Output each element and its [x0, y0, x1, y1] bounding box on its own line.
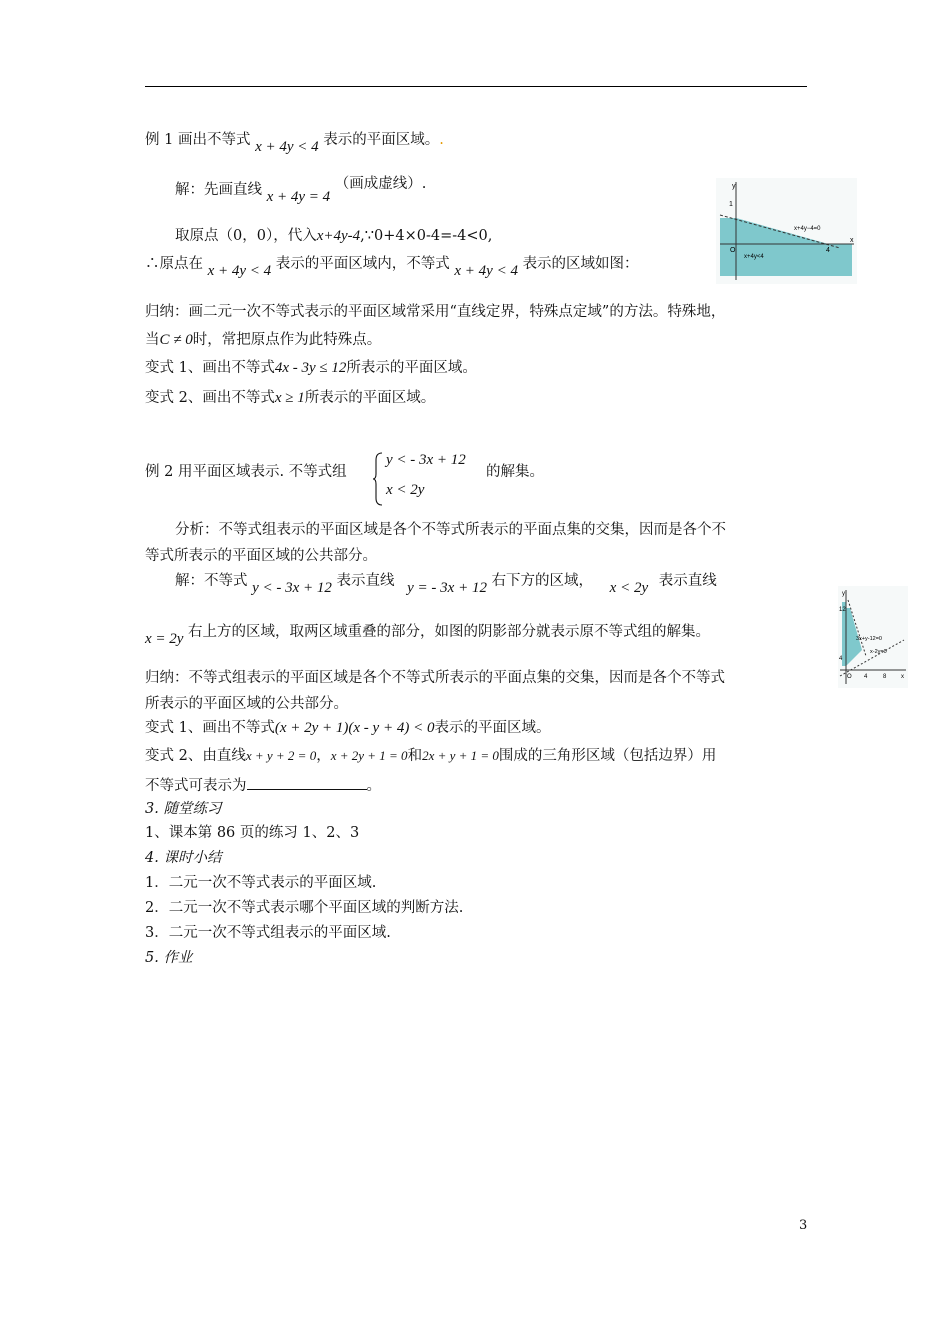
variant-text: 变式 1、画出不等式 [145, 720, 275, 736]
inequality: x < 2y [609, 580, 649, 596]
example2-variant2-line2 [145, 775, 381, 796]
solution-text: 表示的区域如图： [522, 256, 639, 272]
example1-title [145, 130, 444, 155]
solution-text: 取原点（0，0），代入 [175, 228, 317, 244]
line-equation: x + y + 2 = 0 [245, 748, 317, 763]
page-number: 3 [799, 1218, 808, 1233]
section3-heading: 3. 随堂练习 [145, 801, 222, 817]
solution-note: （画成虚线）. [334, 176, 427, 192]
line-equation: x + 2y + 1 = 0 [330, 748, 408, 763]
answer-blank[interactable] [247, 775, 367, 790]
solution-text: 表示直线 [336, 573, 395, 589]
figure2-origin: O [847, 674, 852, 680]
example1-variant2 [145, 388, 435, 408]
example1-solution-line3 [145, 254, 639, 279]
summary-text: 当 [145, 332, 160, 348]
figure1-line-label: x+4y−4=0 [794, 226, 821, 232]
inequality: x + 4y < 4 [454, 263, 518, 279]
inequality-system [372, 452, 492, 506]
inequality: x + 4y < 4 [207, 263, 272, 279]
example2-solution-line1 [175, 571, 717, 596]
variant-inequality: 4x - 3y ≤ 12 [274, 360, 347, 376]
figure2-line1-label: 3x+y-12=0 [856, 636, 882, 642]
example2-analysis-line2: 等式所表示的平面区域的公共部分。 [145, 548, 377, 564]
line-equation: x = 2y [145, 631, 184, 647]
figure1-region-label: x+4y<4 [744, 254, 764, 260]
substituted-expression: x+4y-4 [316, 228, 361, 244]
line-equation: 2x + y + 1 = 0 [422, 748, 499, 763]
example1-solution-line1 [175, 176, 427, 205]
example1-variant1 [145, 358, 477, 378]
variant-text: 变式 2、由直线 [145, 748, 246, 764]
figure2-tick-x: 4 [864, 674, 868, 680]
figure2-graph [838, 586, 908, 688]
example2-title-tail: 的解集。 [486, 464, 544, 480]
variant-text: 所表示的平面区域。 [346, 360, 477, 376]
example2-summary-line2: 所表示的平面区域的公共部分。 [145, 696, 348, 712]
figure2-tick-y: 12 [839, 607, 846, 613]
example1-summary-line2 [145, 330, 381, 350]
section4-item-3: 3．二元一次不等式组表示的平面区域. [145, 925, 391, 941]
variant-text: 不等式可表示为 [145, 778, 247, 794]
figure1-graph [716, 178, 857, 284]
figure2-y-label: y [842, 591, 845, 597]
example2-solution-line2 [145, 622, 711, 647]
boundary-line-equation: x + 4y = 4 [266, 189, 331, 205]
condition-expression: C ≠ 0 [159, 332, 193, 348]
inequality: y < - 3x + 12 [252, 580, 332, 596]
example1-summary-line1: 归纳：画二元一次不等式表示的平面区域常采用“直线定界，特殊点定域”的方法。特殊地， [145, 304, 726, 320]
section5-heading: 5. 作业 [145, 950, 193, 966]
solution-text: 解：不等式 [175, 573, 248, 589]
figure2-tick-y2: 4 [839, 656, 843, 662]
example1-solution-line2 [175, 226, 492, 246]
figure2-line2-label: x-2y=0 [870, 649, 887, 655]
header-rule [145, 86, 807, 87]
section4-heading: 4. 课时小结 [145, 850, 222, 866]
variant-inequality: (x + 2y + 1)(x - y + 4) < 0 [274, 720, 435, 736]
variant-text: 变式 2、画出不等式 [145, 390, 275, 406]
summary-text: 时，常把原点作为此特殊点。 [192, 332, 382, 348]
variant-text: 表示的平面区域。 [434, 720, 551, 736]
solution-text: ,∵0+4×0-4=-4<0, [360, 228, 493, 244]
example2-analysis-line1: 分析：不等式组表示的平面区域是各个不等式所表示的平面点集的交集，因而是各个不 [175, 522, 726, 538]
figure1-x-label: x [850, 237, 854, 244]
brace-icon [372, 452, 384, 506]
example2-summary-line1: 归纳：不等式组表示的平面区域是各个不等式所表示的平面点集的交集，因而是各个不等式 [145, 670, 725, 686]
example1-title-text: 例 1 画出不等式 [145, 132, 251, 148]
variant-text: 围成的三角形区域（包括边界）用 [498, 748, 717, 764]
variant-text: 变式 1、画出不等式 [145, 360, 275, 376]
solution-text: 解：先画直线 [175, 182, 262, 198]
section4-item-1: 1．二元一次不等式表示的平面区域. [145, 875, 377, 891]
solution-text: 右上方的区域，取两区域重叠的部分，如图的阴影部分就表示原不等式组的解集。 [188, 624, 711, 640]
solution-text: 右下方的区域， [491, 573, 594, 589]
solution-text: 表示直线 [658, 573, 717, 589]
example2-title-text: 例 2 用平面区域表示. 不等式组 [145, 464, 347, 480]
variant-inequality: x ≥ 1 [274, 390, 305, 406]
solution-text: ∴原点在 [145, 256, 203, 272]
figure1-tick-y: 1 [729, 201, 733, 208]
variant-text: 所表示的平面区域。 [304, 390, 436, 406]
orange-dot-mark: . [439, 132, 444, 148]
example2-variant1 [145, 718, 550, 738]
figure1-y-label: y [732, 183, 736, 190]
figure1-tick-x: 4 [826, 247, 830, 254]
example2-variant2 [145, 746, 716, 766]
figure2-x-label: x [901, 674, 904, 680]
solution-text: 表示的平面区域内，不等式 [275, 256, 450, 272]
figure2-tick-x2: 8 [883, 674, 887, 680]
separator: ， [316, 748, 331, 764]
section4-item-2: 2．二元一次不等式表示哪个平面区域的判断方法. [145, 900, 464, 916]
system-inequality-1: y < - 3x + 12 [386, 452, 466, 468]
section3-item: 1、课本第 86 页的练习 1、2、3 [145, 825, 360, 841]
separator: 和 [407, 748, 423, 764]
variant-text: 。 [366, 778, 381, 794]
example1-inequality: x + 4y < 4 [255, 139, 319, 155]
figure1-origin: O [730, 247, 736, 254]
example2-title [145, 462, 347, 482]
example1-title-tail: 表示的平面区域。 [323, 132, 440, 148]
line-equation: y = - 3x + 12 [407, 580, 487, 596]
system-inequality-2: x < 2y [386, 482, 425, 498]
